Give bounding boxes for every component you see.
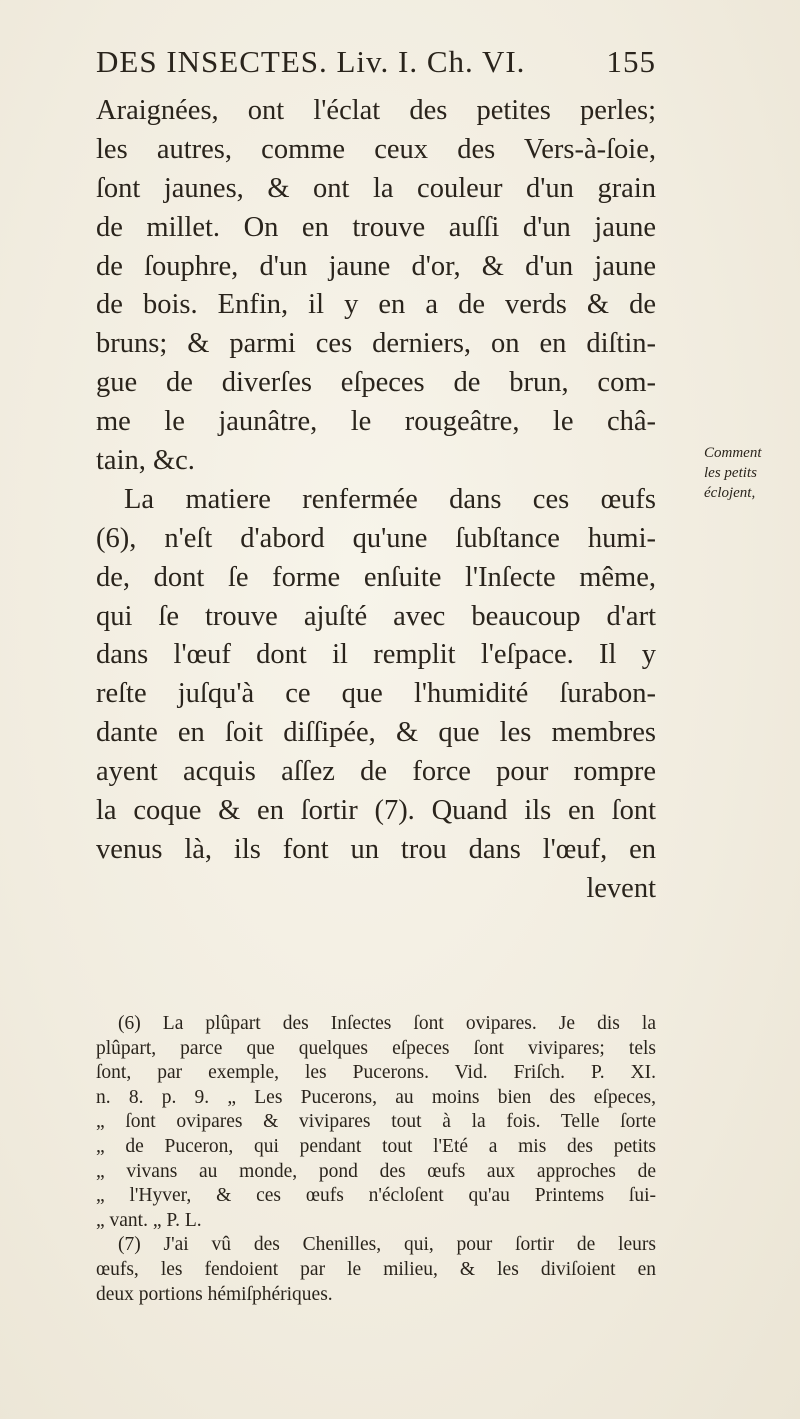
text-line: (6), n'eſt d'abord qu'une ſubſtance humi- (96, 522, 656, 554)
text-line: La matiere renfermée dans ces œufs (124, 483, 656, 515)
footnote-line: œufs, les fendoient par le milieu, & les diviſoient en (96, 1258, 656, 1280)
text-line: de, dont ſe forme enſuite l'Inſecte même, (96, 561, 656, 593)
footnote-line: (6) La plûpart des Inſectes ſont ovipares. Je dis la (118, 1013, 656, 1034)
text-line: qui ſe trouve ajuſté avec beaucoup d'art (96, 600, 656, 632)
margin-note-line: éclojent, (704, 485, 756, 501)
text-line: venus là, ils font un trou dans l'œuf, en (96, 833, 656, 865)
footnote-line: n. 8. p. 9. „ Les Pucerons, au moins bien des eſpeces, (96, 1086, 656, 1108)
footnote-line: deux portions hémiſphériques. (96, 1283, 333, 1305)
footnote-line: (7) J'ai vû des Chenilles, qui, pour ſortir de leurs (118, 1234, 656, 1256)
text-line: ayent acquis aſſez de force pour rompre (96, 756, 656, 788)
margin-note-line: les petits (704, 465, 757, 481)
page-number: 155 (606, 44, 656, 79)
text-line: Araignées, ont l'éclat des petites perles; (96, 95, 656, 126)
footnote-line: „ ſont ovipares & vivipares tout à la fois. Telle ſorte (96, 1111, 656, 1133)
text-line: dans l'œuf dont il remplit l'eſpace. Il y (96, 639, 656, 671)
text-line: reſte juſqu'à ce que l'humidité ſurabon- (96, 678, 656, 710)
text-line: de millet. On en trouve auſſi d'un jaune (96, 211, 656, 243)
footnote-line: „ vant. „ P. L. (96, 1209, 202, 1231)
text-line: bruns; & parmi ces derniers, on en diſtin- (96, 328, 656, 360)
text-line: les autres, comme ceux des Vers-à-ſoie, (96, 133, 656, 165)
text-line: tain, &c. (96, 445, 195, 477)
running-head: DES INSECTES. Liv. I. Ch. VI. (96, 44, 526, 79)
footnotes (96, 1012, 656, 1307)
footnote-line: „ l'Hyver, & ces œufs n'écloſent qu'au Printems ſui- (96, 1185, 656, 1207)
catchword: levent (586, 872, 656, 904)
footnote-line: ſont, par exemple, les Pucerons. Vid. Friſch. P. XI. (96, 1062, 656, 1084)
text-line: me le jaunâtre, le rougeâtre, le châ- (96, 406, 656, 438)
page-header (96, 44, 656, 84)
text-line: gue de diverſes eſpeces de brun, com- (96, 367, 656, 399)
text-line: la coque & en ſortir (7). Quand ils en ſont (96, 795, 656, 827)
text-line: ſont jaunes, & ont la couleur d'un grain (96, 172, 656, 204)
margin-note-line: Comment (704, 445, 762, 461)
main-text (96, 92, 656, 909)
text-line: dante en ſoit diſſipée, & que les membres (96, 717, 656, 749)
text-line: de ſouphre, d'un jaune d'or, & d'un jaune (96, 250, 656, 282)
footnote-line: „ vivans au monde, pond des œufs aux approches de (96, 1160, 656, 1182)
footnote-line: „ de Puceron, qui pendant tout l'Eté a mis des petits (96, 1135, 656, 1157)
margin-note (704, 443, 796, 503)
footnote-line: plûpart, parce que quelques eſpeces ſont vivipares; tels (96, 1037, 656, 1059)
text-line: de bois. Enfin, il y en a de verds & de (96, 289, 656, 321)
